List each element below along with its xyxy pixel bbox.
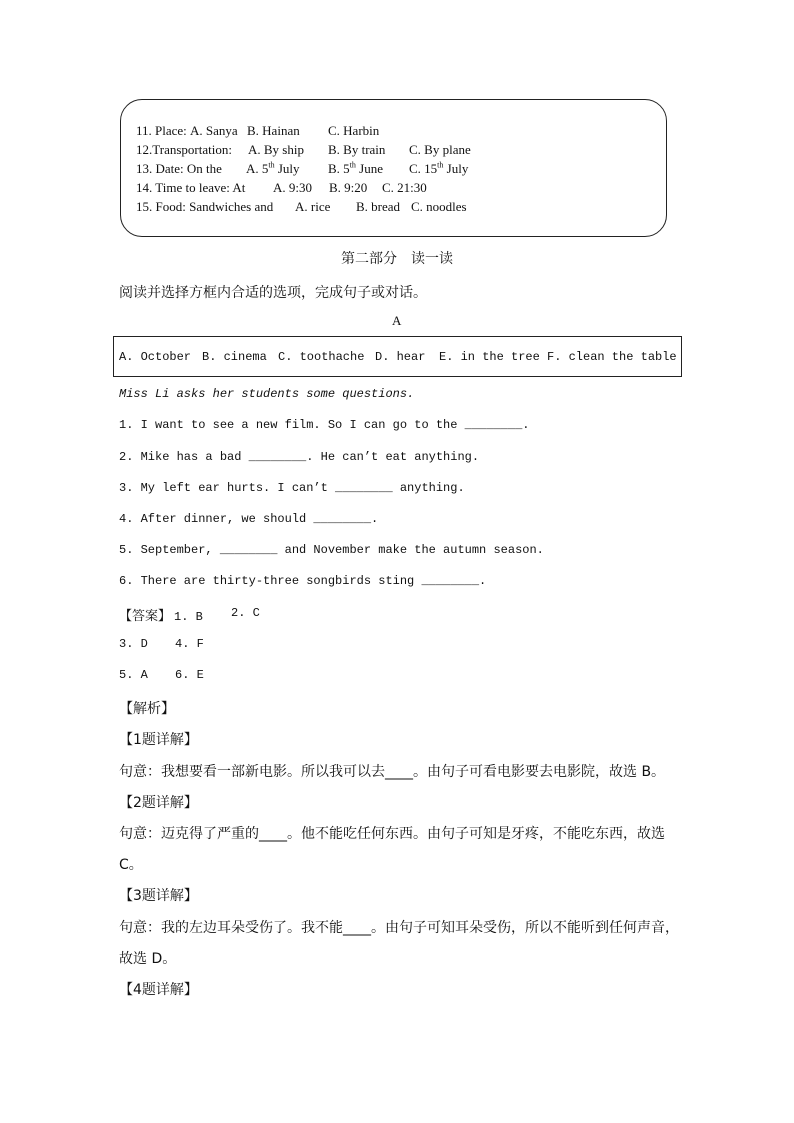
answer-3: 3. D xyxy=(119,637,148,651)
detail-4-head: 【4题详解】 xyxy=(119,982,198,998)
word-option-a: A. October xyxy=(119,350,192,364)
answer-1: 1. B xyxy=(174,610,203,624)
detail-1-line-1: 句意：我想要看一部新电影。所以我可以去____。由句子可看电影要去电影院，故选 B。 xyxy=(119,764,666,780)
word-option-f: F. clean the table xyxy=(547,350,677,364)
detail-2-line-1: 句意：迈克得了严重的____。他不能吃任何东西。由句子可知是牙疼，不能吃东西，故选 xyxy=(119,826,665,842)
question-5: 5. September, ________ and November make the autumn season. xyxy=(119,543,544,557)
option-13b: B. 5th June xyxy=(328,160,383,176)
answer-2: 2. C xyxy=(231,606,260,620)
word-option-b: B. cinema xyxy=(202,350,267,364)
detail-2-line-2: C。 xyxy=(119,857,143,873)
section-label: A xyxy=(392,313,402,328)
word-option-d: D. hear xyxy=(375,350,426,364)
question-2: 2. Mike has a bad ________. He can’t eat anything. xyxy=(119,450,480,464)
detail-1-head: 【1题详解】 xyxy=(119,732,198,748)
intro-text: Miss Li asks her students some questions. xyxy=(119,387,415,401)
answer-5: 5. A xyxy=(119,668,148,682)
word-option-c: C. toothache xyxy=(278,350,365,364)
detail-3-head: 【3题详解】 xyxy=(119,888,198,904)
word-option-e: E. in the tree xyxy=(439,350,540,364)
option-13a: A. 5th July xyxy=(246,160,300,176)
answer-label: 【答案】 xyxy=(119,609,172,624)
option-13c: C. 15th July xyxy=(409,160,469,176)
question-1: 1. I want to see a new film. So I can go to the ________. xyxy=(119,418,530,432)
question-3: 3. My left ear hurts. I can’t ________ anything. xyxy=(119,481,465,495)
detail-3-line-2: 故选 D。 xyxy=(119,951,177,967)
question-4: 4. After dinner, we should ________. xyxy=(119,512,379,526)
question-6: 6. There are thirty-three songbirds sting ________. xyxy=(119,574,487,588)
analysis-label: 【解析】 xyxy=(119,701,175,717)
answer-row-1 xyxy=(119,605,260,624)
detail-2-head: 【2题详解】 xyxy=(119,795,198,811)
instruction-text: 阅读并选择方框内合适的选项，完成句子或对话。 xyxy=(119,285,427,301)
part-title: 第二部分 读一读 xyxy=(341,251,453,267)
answer-6: 6. E xyxy=(175,668,204,682)
detail-3-line-1: 句意：我的左边耳朵受伤了。我不能____。由句子可知耳朵受伤，所以不能听到任何声音， xyxy=(119,920,679,936)
answer-4: 4. F xyxy=(175,637,204,651)
